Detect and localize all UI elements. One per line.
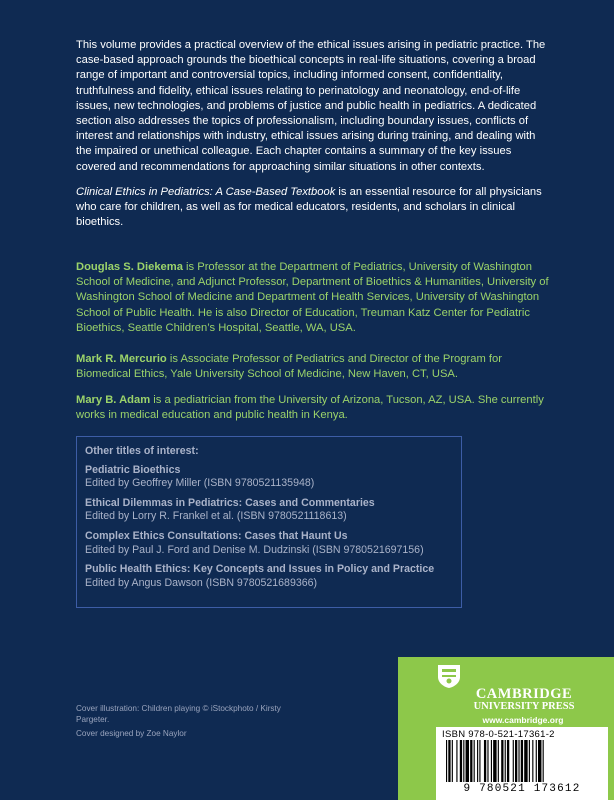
barcode-bar (470, 740, 472, 782)
blurb-paragraph-2 (76, 185, 552, 231)
barcode-bar (507, 740, 509, 782)
barcode-bar (501, 740, 503, 782)
description-blurb (76, 38, 552, 230)
barcode-digits: 9 780521 173612 (463, 783, 581, 795)
barcode-panel (436, 727, 608, 800)
publisher-name: CAMBRIDGE (475, 686, 573, 702)
barcode-bar (536, 740, 537, 782)
author-bio-text: is a pediatrician from the University of Arizona, Tucson, AZ, USA. She currently works in medical education and public health in Kenya. (76, 394, 544, 422)
illustration-credit: Cover illustration: Children playing © iStockphoto / Kirsty Pargeter. (76, 704, 281, 724)
other-title-item (85, 497, 461, 524)
barcode-bar (479, 740, 480, 782)
author-name: Mary B. Adam (76, 394, 151, 406)
isbn-label: ISBN 978-0-521-17361-2 (442, 729, 555, 740)
book-title-italic: Clinical Ethics in Pediatrics: A Case-Based Textbook (76, 185, 336, 198)
barcode-bar (498, 740, 499, 782)
barcode-bar (463, 740, 464, 782)
barcode-bar (532, 740, 533, 782)
publisher-url: www.cambridge.org (482, 715, 564, 725)
author-name: Douglas S. Diekema (76, 261, 183, 273)
author-bio-diekema (76, 260, 552, 336)
other-title-item (85, 464, 461, 491)
barcode-bar (484, 740, 486, 782)
barcode-bar (493, 740, 496, 782)
author-name: Mark R. Mercurio (76, 353, 167, 365)
barcode-bar (505, 740, 506, 782)
barcode-bar (448, 740, 450, 782)
barcode-bar (460, 740, 462, 782)
other-title-name: Ethical Dilemmas in Pediatrics: Cases and Commentaries (85, 496, 375, 509)
other-title-editor: Edited by Geoffrey Miller (ISBN 9780521135948) (85, 477, 315, 490)
publisher-panel (398, 657, 614, 800)
barcode-bar (529, 740, 530, 782)
barcode-bar (474, 740, 475, 782)
other-title-name: Complex Ethics Consultations: Cases that Haunt Us (85, 529, 348, 542)
barcode-bar (543, 740, 544, 782)
cover-credits (76, 703, 316, 739)
other-title-editor: Edited by Paul J. Ford and Denise M. Dudzinski (ISBN 9780521697156) (85, 543, 424, 556)
barcode-bar (477, 740, 478, 782)
barcode-bar (538, 740, 541, 782)
barcode-bar (466, 740, 469, 782)
other-title-item (85, 530, 461, 557)
author-bio-mercurio (76, 352, 552, 382)
other-title-name: Pediatric Bioethics (85, 463, 181, 476)
barcode-bar (518, 740, 519, 782)
barcode-bar (515, 740, 517, 782)
author-bio-adam (76, 393, 552, 423)
barcode-bar (521, 740, 523, 782)
other-titles-box (76, 436, 462, 608)
barcode-bar (491, 740, 492, 782)
other-title-name: Public Health Ethics: Key Concepts and Issues in Policy and Practice (85, 563, 435, 576)
author-bio-text: is Professor at the Department of Pediatrics, University of Washington School of Medicine, and Adjunct Professor, Department of Bioethics & Humanities, University of Washington School of Medicine and Department of Health Services, University of Washington School of Public Health. He is also Director of Education, Treuman Katz Center for Pediatric Bioethics, Seattle Children’s Hospital, Seattle, WA, USA. (76, 261, 549, 334)
barcode-bar (487, 740, 488, 782)
barcode-icon (442, 740, 602, 782)
other-title-editor: Edited by Lorry R. Frankel et al. (ISBN 9780521118613) (85, 510, 347, 523)
author-bio-text: is Associate Professor of Pediatrics and Director of the Program for Biomedical Ethics, Yale University School of Medicine, New Haven, CT, USA. (76, 353, 502, 381)
publisher-press: UNIVERSITY PRESS (473, 701, 575, 712)
other-titles-header: Other titles of interest: (85, 445, 199, 457)
other-title-item (85, 563, 461, 590)
designer-credit: Cover designed by Zoe Naylor (76, 729, 187, 738)
blurb-paragraph-2-text: is an essential resource for all physicians who care for children, as well as for medical educators, residents, and scholars in clinical bioethics. (76, 185, 542, 229)
other-title-editor: Edited by Angus Dawson (ISBN 9780521689366) (85, 576, 318, 589)
barcode-bar (452, 740, 453, 782)
barcode-bar (446, 740, 447, 782)
barcode-bar (513, 740, 514, 782)
barcode-bar (456, 740, 457, 782)
barcode-bar (524, 740, 527, 782)
blurb-paragraph-1: This volume provides a practical overview of the ethical issues arising in pediatric practice. The case-based approach grounds the bioethical concepts in real-life situations, covering a broad range of important and controversial topics, including informed consent, confidentiality, truthfulness and fidelity, ethical issues relating to perinatology and neonatology, end-of-life issues, new technologies, and problems of justice and public health in pediatrics. A dedicated section also addresses the topics of professionalism, including boundary issues, conflicts of interest and relationships with industry, ethical issues arising during training, and dealing with the impaired or unethical colleague. Each chapter contains a summary of the key issues covered and recommendations for approaching similar situations in other contexts. (76, 39, 546, 173)
